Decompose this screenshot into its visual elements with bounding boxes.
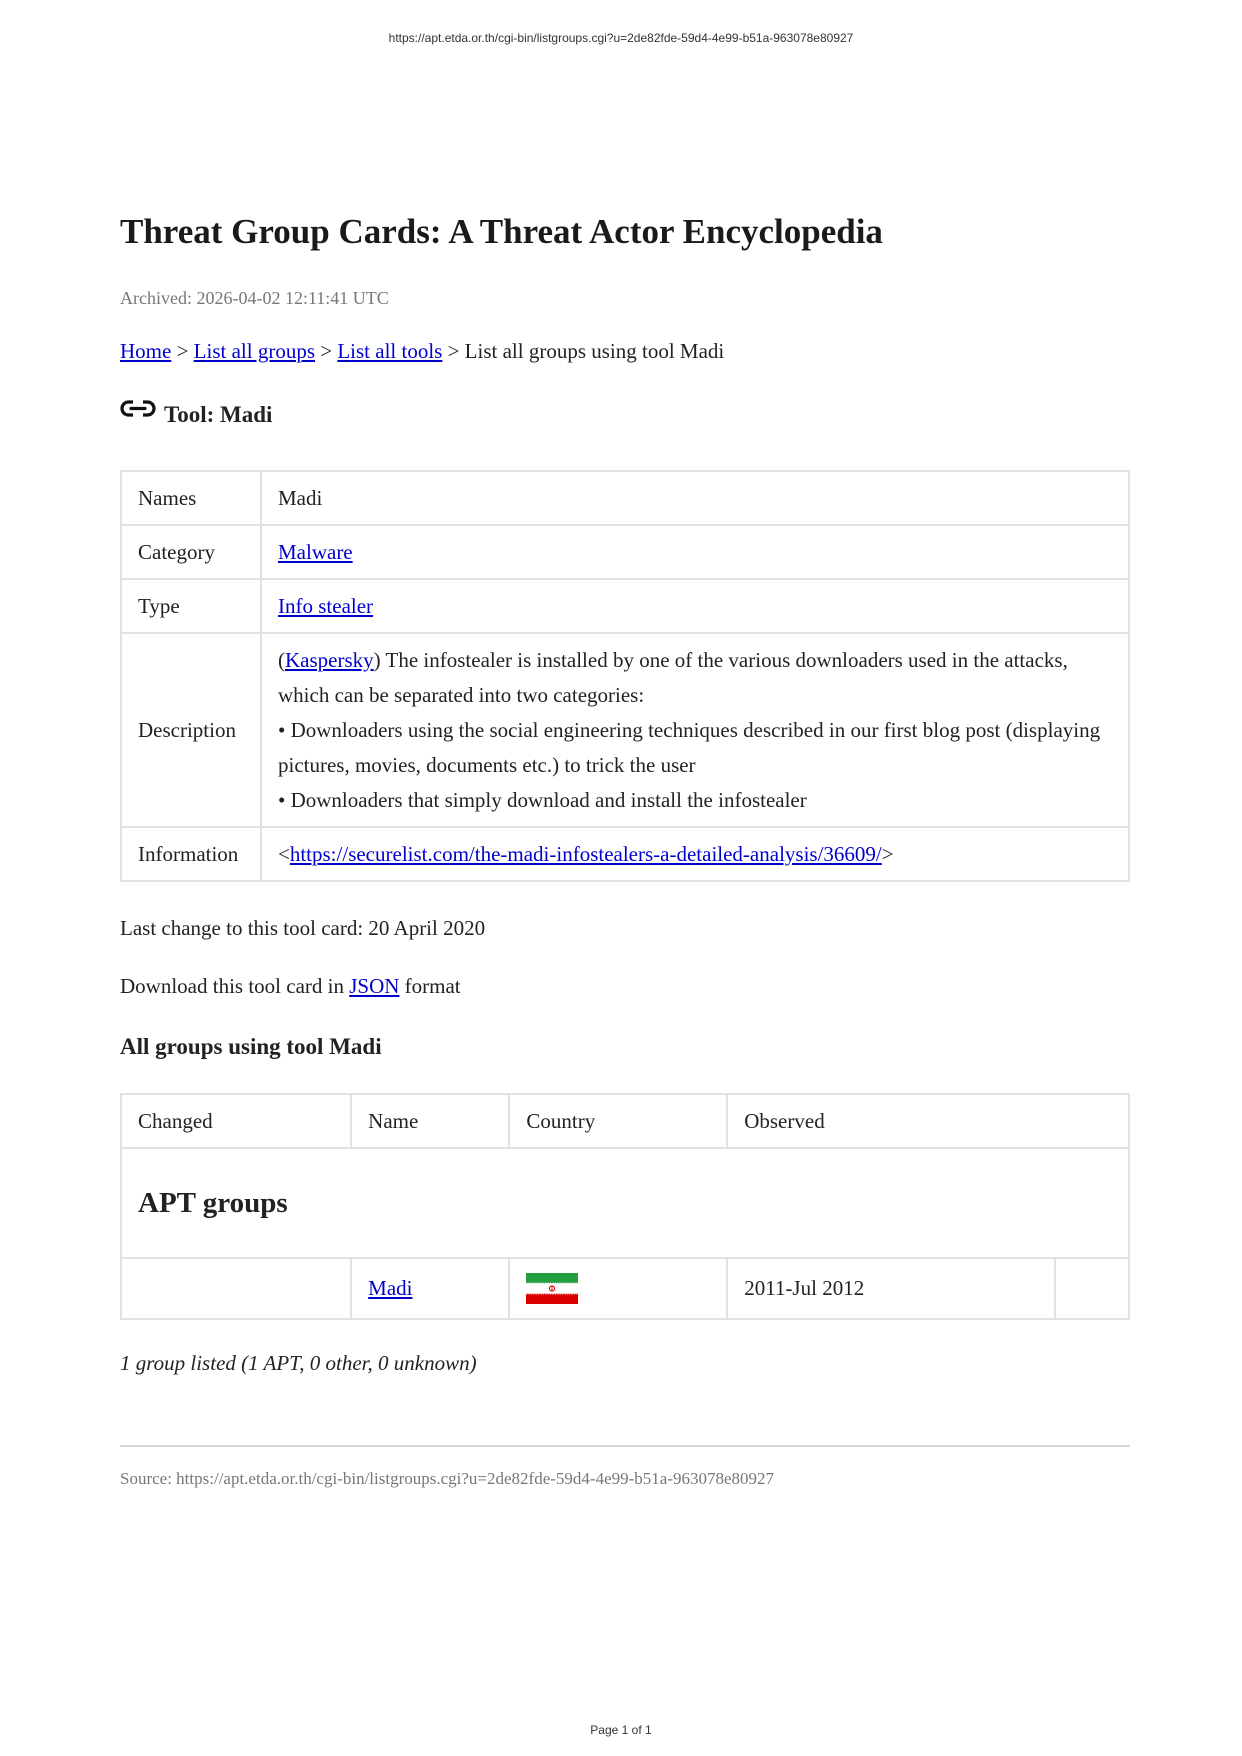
download-line (120, 974, 461, 999)
information-cell (261, 827, 1129, 881)
names-value: Madi (261, 471, 1129, 525)
column-header-observed: Observed (727, 1094, 1129, 1148)
download-prefix: Download this tool card in (120, 974, 344, 998)
download-suffix: format (404, 974, 461, 998)
description-cell (261, 633, 1129, 827)
section-title-apt-groups: APT groups (138, 1186, 288, 1219)
section-cell (121, 1148, 1129, 1258)
source-url: Source: https://apt.etda.or.th/cgi-bin/listgroups.cgi?u=2de82fde-59d4-4e99-b51a-963078e80927 (120, 1469, 775, 1488)
breadcrumb-separator: > (320, 339, 333, 363)
print-header-url: https://apt.etda.or.th/cgi-bin/listgroups.cgi?u=2de82fde-59d4-4e99-b51a-963078e80927 (388, 31, 854, 45)
page-title: Threat Group Cards: A Threat Actor Encyclopedia (120, 212, 883, 251)
table-row (121, 633, 1129, 827)
category-cell (261, 525, 1129, 579)
breadcrumb (120, 339, 724, 364)
breadcrumb-separator: > (176, 339, 189, 363)
breadcrumb-list-groups-link[interactable]: List all groups (193, 339, 315, 363)
section-row (121, 1148, 1129, 1258)
table-row (121, 827, 1129, 881)
angle-close: > (881, 841, 894, 866)
names-label: Names (121, 471, 261, 525)
groups-table (120, 1093, 1130, 1320)
last-change-text: Last change to this tool card: 20 April 2020 (120, 916, 486, 940)
tool-heading (120, 402, 272, 428)
breadcrumb-current: > List all groups using tool Madi (447, 339, 725, 363)
angle-open: < (278, 841, 290, 866)
column-header-changed: Changed (121, 1094, 351, 1148)
category-link[interactable]: Malware (278, 539, 353, 564)
description-paren: ( (278, 647, 285, 672)
category-label: Category (121, 525, 261, 579)
table-row (121, 579, 1129, 633)
column-header-name: Name (351, 1094, 509, 1148)
description-bullet: • Downloaders that simply download and install the infostealer (278, 787, 807, 812)
kaspersky-link[interactable]: Kaspersky (285, 647, 374, 672)
changed-cell (121, 1258, 351, 1319)
empty-cell (1055, 1258, 1129, 1319)
information-label: Information (121, 827, 261, 881)
iran-flag-icon (526, 1273, 578, 1304)
description-intro: ) The infostealer is installed by one of the various downloaders used in the attacks, which can be separated into two categories: (278, 647, 1068, 707)
type-label: Type (121, 579, 261, 633)
breadcrumb-list-tools-link[interactable]: List all tools (337, 339, 443, 363)
country-cell (509, 1258, 727, 1319)
json-download-link[interactable]: JSON (349, 974, 400, 998)
table-row (121, 471, 1129, 525)
table-header-row (121, 1094, 1129, 1148)
group-madi-link[interactable]: Madi (368, 1276, 413, 1300)
link-icon (120, 396, 156, 422)
divider (120, 1445, 1130, 1447)
groups-summary: 1 group listed (1 APT, 0 other, 0 unknown) (120, 1351, 477, 1375)
breadcrumb-home-link[interactable]: Home (120, 339, 172, 363)
page-number: Page 1 of 1 (590, 1723, 652, 1737)
table-row (121, 1258, 1129, 1319)
description-label: Description (121, 633, 261, 827)
groups-heading: All groups using tool Madi (120, 1034, 382, 1059)
name-cell (351, 1258, 509, 1319)
tool-heading-text: Tool: Madi (164, 402, 273, 427)
securelist-link[interactable]: https://securelist.com/the-madi-infostealers-a-detailed-analysis/36609/ (289, 841, 882, 866)
table-row (121, 525, 1129, 579)
description-bullet: • Downloaders using the social engineering techniques described in our first blog post (displaying pictures, movies, documents etc.) to trick the user (278, 717, 1101, 777)
tool-details-table (120, 470, 1130, 882)
type-cell (261, 579, 1129, 633)
column-header-country: Country (509, 1094, 727, 1148)
observed-cell: 2011-Jul 2012 (727, 1258, 1055, 1319)
type-link[interactable]: Info stealer (278, 593, 374, 618)
archived-timestamp: Archived: 2026-04-02 12:11:41 UTC (120, 288, 389, 308)
